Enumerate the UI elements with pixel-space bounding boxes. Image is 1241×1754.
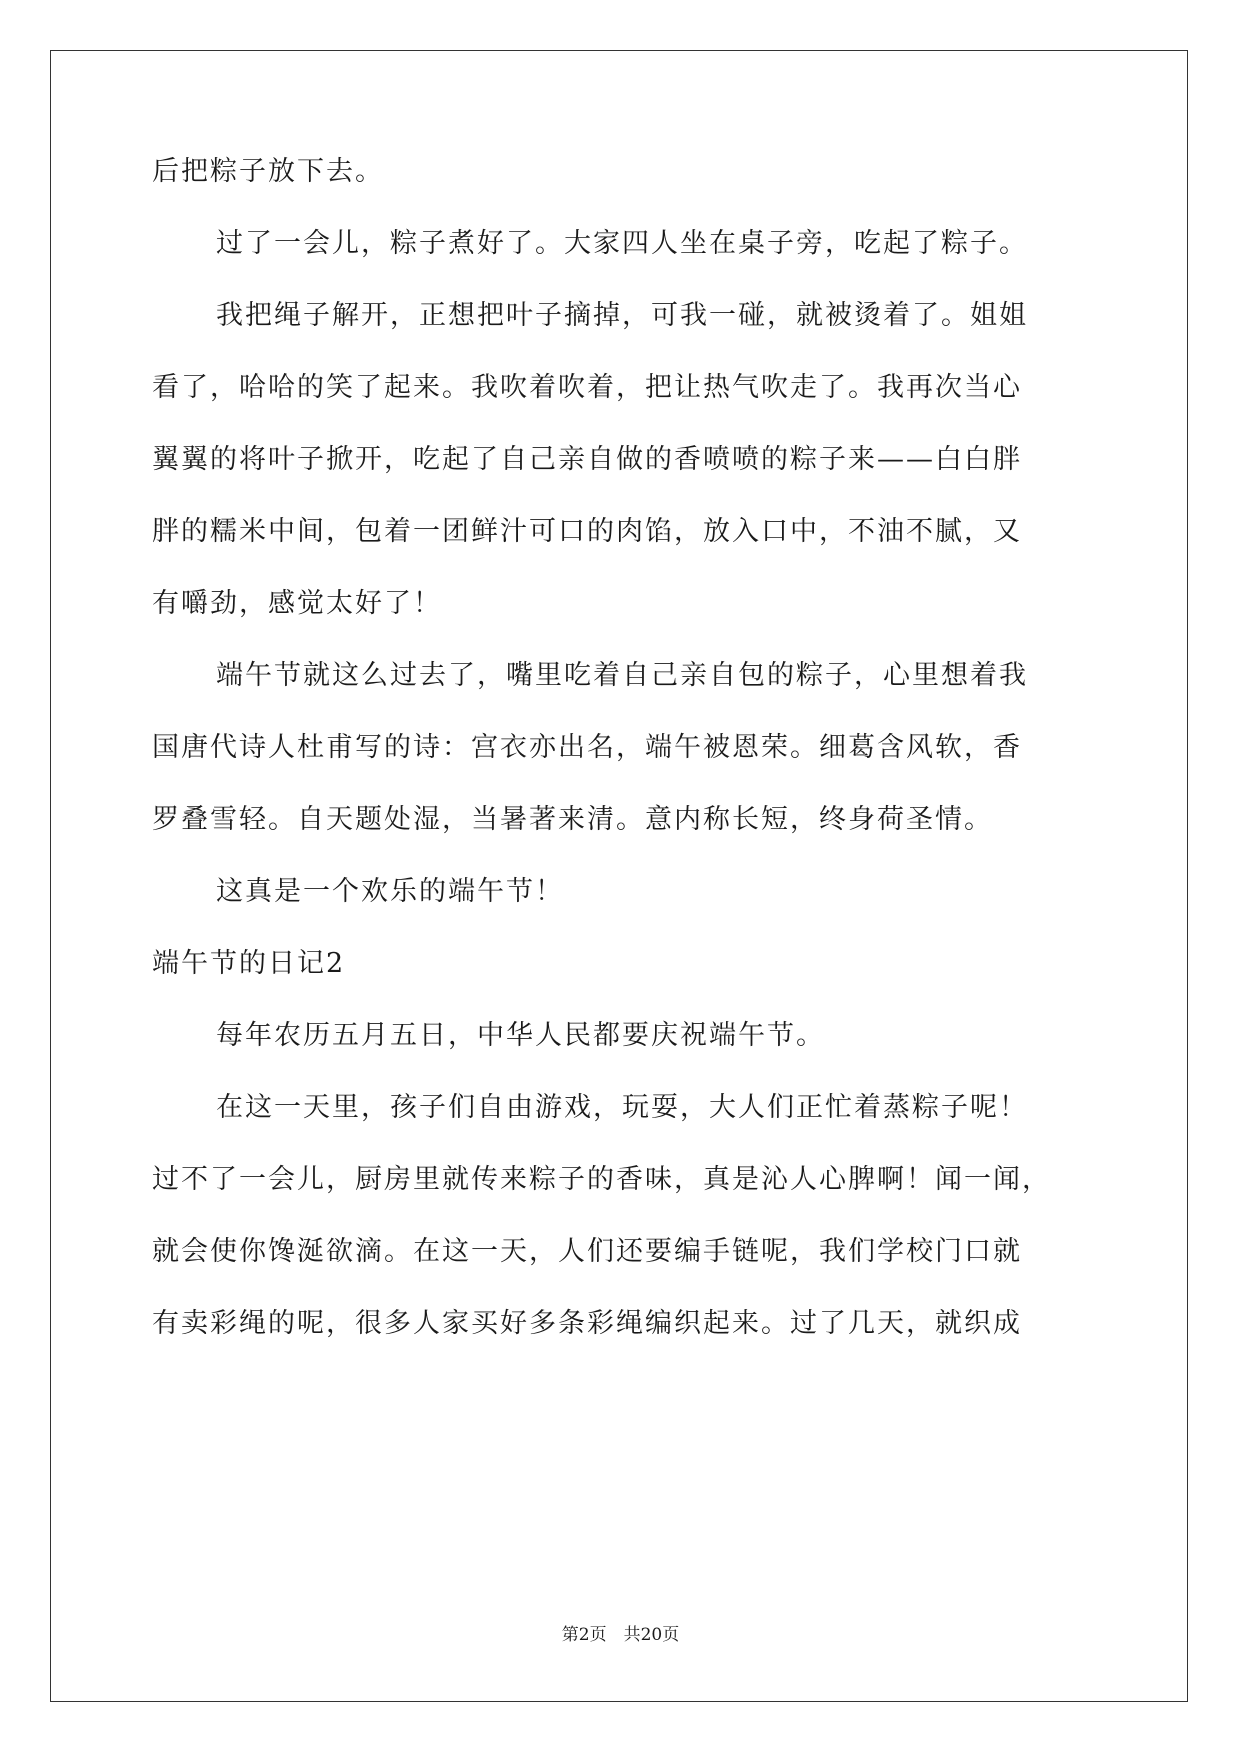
- text-line: 就会使你馋涎欲滴。在这一天，人们还要编手链呢，我们学校门口就: [152, 1236, 1022, 1267]
- text-line: 国唐代诗人杜甫写的诗：宫衣亦出名，端午被恩荣。细葛含风软，香: [152, 732, 1022, 763]
- text-line: 看了，哈哈的笑了起来。我吹着吹着，把让热气吹走了。我再次当心: [152, 372, 1022, 403]
- page-number: 第2页 共20页: [561, 1625, 680, 1645]
- text-line: 端午节就这么过去了，嘴里吃着自己亲自包的粽子，心里想着我: [216, 660, 1028, 691]
- text-line: 后把粽子放下去。: [152, 156, 384, 187]
- section-heading: 端午节的日记2: [152, 948, 346, 979]
- text-line: 这真是一个欢乐的端午节！: [216, 876, 564, 907]
- text-line: 胖的糯米中间，包着一团鲜汁可口的肉馅，放入口中，不油不腻，又: [152, 516, 1022, 547]
- text-line: 我把绳子解开，正想把叶子摘掉，可我一碰，就被烫着了。姐姐: [216, 300, 1028, 331]
- text-line: 有嚼劲，感觉太好了！: [152, 588, 442, 619]
- text-line: 在这一天里，孩子们自由游戏，玩耍，大人们正忙着蒸粽子呢！: [216, 1092, 1028, 1123]
- text-line: 过了一会儿，粽子煮好了。大家四人坐在桌子旁，吃起了粽子。: [216, 228, 1028, 259]
- text-line: 有卖彩绳的呢，很多人家买好多条彩绳编织起来。过了几天，就织成: [152, 1308, 1022, 1339]
- text-line: 翼翼的将叶子掀开，吃起了自己亲自做的香喷喷的粽子来——白白胖: [152, 444, 1022, 475]
- text-line: 每年农历五月五日，中华人民都要庆祝端午节。: [216, 1020, 825, 1051]
- text-line: 过不了一会儿，厨房里就传来粽子的香味，真是沁人心脾啊！闻一闻，: [152, 1164, 1051, 1195]
- text-line: 罗叠雪轻。自天题处湿，当暑著来清。意内称长短，终身荷圣情。: [152, 804, 993, 835]
